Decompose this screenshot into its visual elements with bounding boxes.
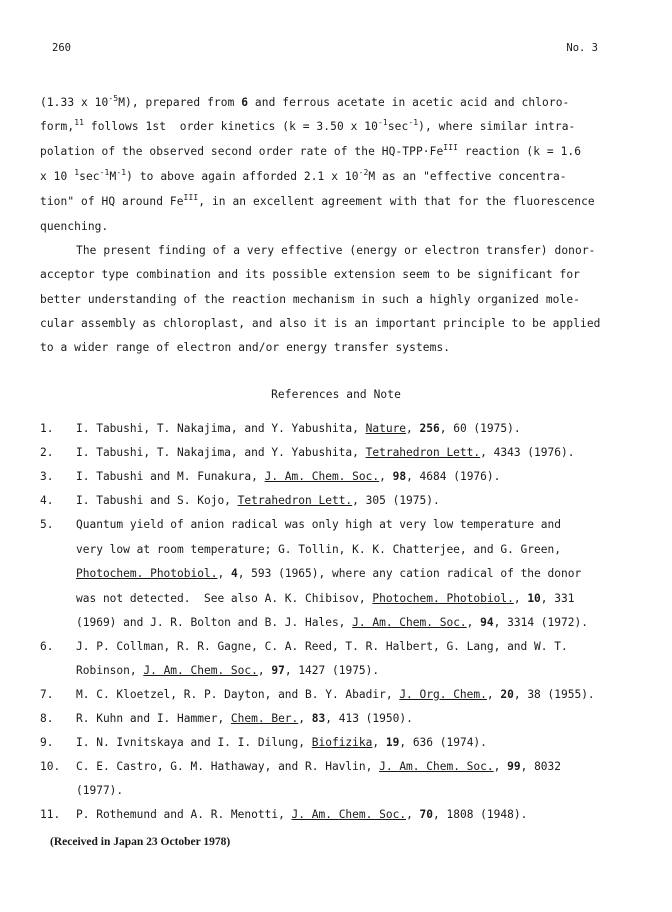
body-line: better understanding of the reaction mechanism in such a highly organized mole-: [40, 293, 580, 306]
reference-item: 2. I. Tabushi, T. Nakajima, and Y. Yabushita, Tetrahedron Lett., 4343 (1976).: [40, 446, 575, 459]
journal-issue: No. 3: [566, 42, 598, 54]
references-title: References and Note: [271, 388, 401, 401]
reference-continuation: Photochem. Photobiol., 4, 593 (1965), where any cation radical of the donor: [76, 567, 582, 580]
reference-item: 6. J. P. Collman, R. R. Gagne, C. A. Reed, T. R. Halbert, G. Lang, and W. T.: [40, 640, 568, 653]
reference-continuation: Robinson, J. Am. Chem. Soc., 97, 1427 (1975).: [76, 664, 380, 677]
body-line: (1.33 x $10^{-5}M$), prepared from 6 and ferrous acetate in acetic acid and chloro-: [40, 94, 570, 109]
received-date: (Received in Japan 23 October 1978): [50, 836, 231, 848]
reference-continuation: (1969) and J. R. Bolton and B. J. Hales, J. Am. Chem. Soc., 94, 3314 (1972).: [76, 616, 588, 629]
reference-item: 3. I. Tabushi and M. Funakura, J. Am. Chem. Soc., 98, 4684 (1976).: [40, 470, 501, 483]
body-line: form,$^{11}$ follows 1st order kinetics (k = 3.50 x $10^{-1}\sec^{-1}$), where similar intra-: [40, 118, 576, 133]
body-line: x 10 $^1\sec^{-1}M^{-1}$) to above again afforded 2.1 x $10^{-2}M$ as an "effective concentra-: [40, 168, 567, 183]
reference-item: 5. Quantum yield of anion radical was only high at very low temperature and: [40, 518, 561, 531]
reference-continuation: (1977).: [76, 784, 124, 797]
body-line: to a wider range of electron and/or energy transfer systems.: [40, 341, 451, 354]
reference-continuation: was not detected. See also A. K. Chibisov, Photochem. Photobiol., 10, 331: [76, 592, 575, 605]
page-number: 260: [52, 42, 71, 54]
reference-item: 8. R. Kuhn and I. Hammer, Chem. Ber., 83, 413 (1950).: [40, 712, 413, 725]
body-line: acceptor type combination and its possible extension seem to be significant for: [40, 268, 580, 281]
reference-continuation: very low at room temperature; G. Tollin, K. K. Chatterjee, and G. Green,: [76, 543, 561, 556]
reference-item: 1. I. Tabushi, T. Nakajima, and Y. Yabushita, Nature, 256, 60 (1975).: [40, 422, 521, 435]
reference-item: 4. I. Tabushi and S. Kojo, Tetrahedron Lett., 305 (1975).: [40, 494, 440, 507]
body-line: polation of the observed second order rate of the $HQ-TPP\cdot Fe^{III}$ reaction (k = 1.6: [40, 143, 582, 158]
body-line: tion" of HQ around $Fe^{III}$, in an excellent agreement with that for the fluorescence: [40, 193, 595, 208]
reference-item: 7. M. C. Kloetzel, R. P. Dayton, and B. Y. Abadir, J. Org. Chem., 20, 38 (1955).: [40, 688, 595, 701]
reference-item: 11. P. Rothemund and A. R. Menotti, J. Am. Chem. Soc., 70, 1808 (1948).: [40, 808, 528, 821]
body-line: cular assembly as chloroplast, and also it is an important principle to be applied: [40, 317, 601, 330]
body-line: quenching.: [40, 220, 109, 233]
body-line: The present finding of a very effective (energy or electron transfer) donor-: [76, 244, 596, 257]
reference-item: 9. I. N. Ivnitskaya and I. I. Dilung, Biofizika, 19, 636 (1974).: [40, 736, 487, 749]
reference-item: 10. C. E. Castro, G. M. Hathaway, and R. Havlin, J. Am. Chem. Soc., 99, 8032: [40, 760, 562, 773]
